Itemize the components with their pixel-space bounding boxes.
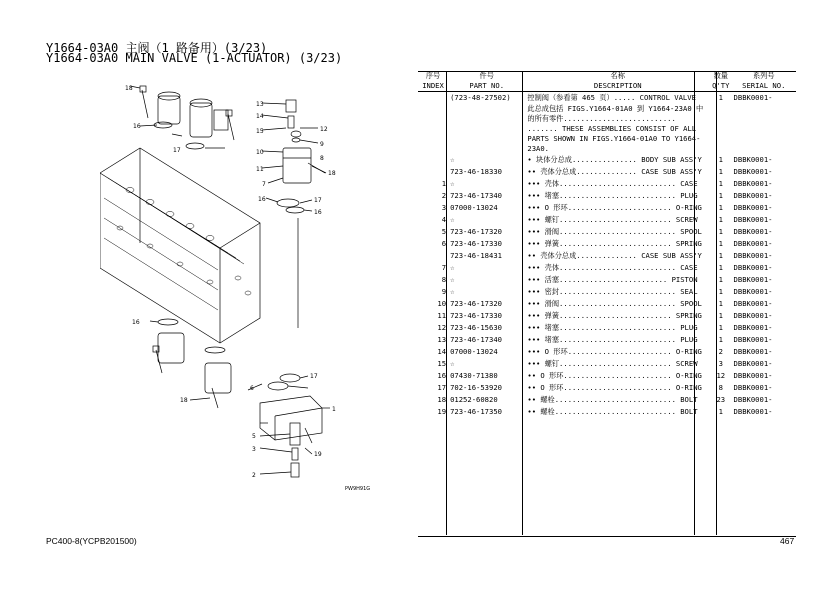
row-quantity: 8 (718, 383, 723, 392)
row-part-number (448, 104, 525, 124)
row-index: 6 (441, 239, 447, 248)
row-index: 12 (437, 323, 447, 332)
row-index: 8 (441, 275, 447, 284)
row-part-number: ☆ (450, 359, 455, 368)
row-serial: DBBK0001- (733, 227, 773, 236)
row-description: ••• 活塞......................... PISTON (527, 275, 698, 284)
row-quantity: 1 (718, 323, 723, 332)
row-index (418, 104, 448, 124)
row-serial: DBBK0001- (733, 191, 773, 200)
row-part-number: ☆ (450, 179, 455, 188)
table-row (418, 166, 796, 178)
callout-6: 6 (250, 385, 254, 392)
callout-5: 5 (252, 433, 256, 440)
parts-table (418, 71, 796, 418)
row-part-number: 01252-60820 (450, 395, 498, 404)
row-index (418, 92, 448, 105)
row-serial: DBBK0001- (733, 383, 773, 392)
callout-8: 8 (320, 155, 324, 162)
row-quantity: 1 (718, 93, 723, 102)
row-description: •• 螺栓............................ BOLT (527, 407, 698, 416)
row-description: ....... THESE ASSEMBLIES CONSIST OF ALL PARTS SHOWN IN FIGS.Y1664-01A0 TO Y1664-23A0. (527, 124, 701, 153)
row-description: •• 螺栓............................ BOLT (527, 395, 698, 404)
row-part-number: 723-46-15630 (450, 323, 502, 332)
row-description: •• 壳体分总成.............. CASE SUB ASS'Y (527, 167, 702, 176)
row-description: •• O 形环......................... O-RING (527, 383, 702, 392)
row-quantity: 1 (718, 227, 723, 236)
table-row (418, 124, 796, 154)
row-part-number: ☆ (450, 155, 455, 164)
table-row (418, 394, 796, 406)
callout-12: 12 (320, 126, 328, 133)
row-serial: DBBK0001- (733, 287, 773, 296)
row-index: 3 (441, 203, 447, 212)
row-quantity: 1 (718, 239, 723, 248)
row-serial: DBBK0001- (733, 299, 773, 308)
row-index (418, 124, 448, 154)
row-serial: DBBK0001- (733, 395, 773, 404)
row-serial: DBBK0001- (733, 93, 773, 102)
row-serial: DBBK0001- (733, 407, 773, 416)
row-description: ••• 滑阀........................... SPOOL (527, 299, 702, 308)
row-quantity: 3 (718, 359, 723, 368)
row-index: 1 (441, 179, 447, 188)
footer-page-number: 467 (780, 536, 795, 546)
row-description: ••• O 形环........................ O-RING (527, 347, 702, 356)
table-row (418, 298, 796, 310)
callout-7: 7 (262, 181, 266, 188)
row-description: ••• 堵塞........................... PLUG (527, 335, 698, 344)
table-row (418, 274, 796, 286)
row-quantity: 1 (718, 215, 723, 224)
table-row (418, 370, 796, 382)
table-row (418, 178, 796, 190)
row-serial (732, 104, 796, 124)
row-part-number: 723-46-17320 (450, 299, 502, 308)
table-row (418, 382, 796, 394)
table-row (418, 190, 796, 202)
row-quantity: 1 (718, 299, 723, 308)
row-index: 4 (441, 215, 447, 224)
row-part-number: 723-46-17320 (450, 227, 502, 236)
callout-16b: 16 (258, 196, 266, 203)
row-part-number: 07000-13024 (450, 203, 498, 212)
page-title-cn: Y1664-03A0 主阀（1 路备用）(3/23) (46, 41, 268, 55)
row-description: ••• 密封........................... SEAL (527, 287, 698, 296)
row-serial (732, 124, 796, 154)
exploded-view-diagram (100, 78, 400, 503)
row-serial: DBBK0001- (733, 311, 773, 320)
table-row (418, 202, 796, 214)
row-serial: DBBK0001- (733, 347, 773, 356)
table-row (418, 238, 796, 250)
row-description: 此总成包括 FIGS.Y1664-01A0 到 Y1664-23A0 中的所有零件.......................... (527, 104, 704, 123)
row-index: 14 (437, 347, 447, 356)
row-quantity: 1 (718, 407, 723, 416)
row-part-number: 723-46-17340 (450, 335, 502, 344)
row-part-number: 723-46-17330 (450, 311, 502, 320)
header-qty: 数量 Q'TY (710, 71, 731, 92)
row-index: 15 (437, 359, 447, 368)
row-serial: DBBK0001- (733, 215, 773, 224)
callout-1: 1 (332, 406, 336, 413)
table-row (418, 322, 796, 334)
row-description: ••• 弹簧.......................... SPRING (527, 239, 702, 248)
row-index: 2 (441, 191, 447, 200)
page-title-en: Y1664-03A0 MAIN VALVE (1-ACTUATOR) (3/23) (46, 51, 343, 65)
row-serial: DBBK0001- (733, 179, 773, 188)
table-row (418, 104, 796, 124)
row-quantity: 12 (716, 371, 726, 380)
callout-18: 18 (125, 85, 133, 92)
header-index: 序号 INDEX (418, 71, 448, 92)
callout-18c: 18 (180, 397, 188, 404)
callout-13: 13 (256, 101, 264, 108)
row-quantity: 1 (718, 155, 723, 164)
table-row (418, 214, 796, 226)
row-description: ••• 堵塞........................... PLUG (527, 323, 698, 332)
row-serial: DBBK0001- (733, 155, 773, 164)
row-part-number: ☆ (450, 275, 455, 284)
diagram-code: PW9H91G (345, 486, 371, 492)
callout-17b: 17 (314, 197, 322, 204)
row-index (418, 250, 448, 262)
row-serial: DBBK0001- (733, 251, 773, 260)
callout-17: 17 (173, 147, 181, 154)
callout-16c: 16 (314, 209, 322, 216)
row-description: ••• 弹簧.......................... SPRING (527, 311, 702, 320)
row-part-number: ☆ (450, 215, 455, 224)
row-part-number: ☆ (450, 287, 455, 296)
row-index (418, 166, 448, 178)
row-description: ••• 壳体........................... CASE (527, 263, 698, 272)
row-description: •• 壳体分总成.............. CASE SUB ASS'Y (527, 251, 702, 260)
callout-16d: 16 (132, 319, 140, 326)
row-quantity: 2 (718, 347, 723, 356)
row-quantity: 1 (718, 335, 723, 344)
row-index: 5 (441, 227, 447, 236)
row-serial: DBBK0001- (733, 203, 773, 212)
row-part-number: 723-46-17340 (450, 191, 502, 200)
row-part-number: ☆ (450, 263, 455, 272)
row-part-number: 07000-13024 (450, 347, 498, 356)
row-index: 19 (437, 407, 447, 416)
row-part-number (448, 124, 525, 154)
row-index: 17 (437, 383, 447, 392)
row-quantity: 1 (718, 251, 723, 260)
row-part-number: 702-16-53920 (450, 383, 502, 392)
table-row (418, 310, 796, 322)
row-quantity: 1 (718, 287, 723, 296)
row-part-number: (723-48-27502) (450, 93, 511, 102)
row-serial: DBBK0001- (733, 275, 773, 284)
row-part-number: 723-46-18330 (450, 167, 502, 176)
row-serial: DBBK0001- (733, 323, 773, 332)
header-desc: 名称 DESCRIPTION (525, 71, 710, 92)
callout-18b: 18 (328, 170, 336, 177)
table-row (418, 226, 796, 238)
row-index: 10 (437, 299, 447, 308)
row-description: ••• 壳体........................... CASE (527, 179, 698, 188)
row-part-number: 723-46-17330 (450, 239, 502, 248)
table-row (418, 346, 796, 358)
row-serial: DBBK0001- (733, 371, 773, 380)
row-description: • 块体分总成............... BODY SUB ASS'Y (527, 155, 702, 164)
callout-3: 3 (252, 446, 256, 453)
callout-16: 16 (133, 123, 141, 130)
row-quantity: 1 (718, 191, 723, 200)
row-description: ••• 螺钉.......................... SCREW (527, 215, 698, 224)
row-index: 13 (437, 335, 447, 344)
row-quantity: 23 (716, 395, 726, 404)
row-index: 16 (437, 371, 447, 380)
row-index (418, 154, 448, 166)
row-index: 11 (437, 311, 447, 320)
row-description: •• O 形环......................... O-RING (527, 371, 702, 380)
row-serial: DBBK0001- (733, 335, 773, 344)
row-description: ••• 螺钉.......................... SCREW (527, 359, 698, 368)
row-serial: DBBK0001- (733, 167, 773, 176)
row-description: ••• O 形环........................ O-RING (527, 203, 702, 212)
callout-2: 2 (252, 472, 256, 479)
table-header-row (418, 71, 796, 92)
table-row (418, 250, 796, 262)
row-quantity: 1 (718, 311, 723, 320)
row-quantity: 1 (718, 203, 723, 212)
table-row (418, 334, 796, 346)
callout-15: 15 (256, 128, 264, 135)
table-row (418, 286, 796, 298)
row-description: ••• 滑阀........................... SPOOL (527, 227, 702, 236)
callout-19: 19 (314, 451, 322, 458)
row-part-number: 07430-71380 (450, 371, 498, 380)
table-row (418, 154, 796, 166)
row-quantity: 1 (718, 263, 723, 272)
table-row (418, 406, 796, 418)
row-quantity: 1 (718, 275, 723, 284)
row-serial: DBBK0001- (733, 239, 773, 248)
row-serial: DBBK0001- (733, 359, 773, 368)
footer-model: PC400-8(YCPB201500) (46, 536, 137, 546)
row-part-number: 723-46-17350 (450, 407, 502, 416)
callout-9: 9 (320, 141, 324, 148)
row-quantity: 1 (718, 179, 723, 188)
row-serial: DBBK0001- (733, 263, 773, 272)
table-row (418, 92, 796, 105)
row-description: ••• 堵塞........................... PLUG (527, 191, 698, 200)
callout-10: 10 (256, 149, 264, 156)
row-part-number: 723-46-18431 (450, 251, 502, 260)
row-quantity: 1 (718, 167, 723, 176)
row-index: 7 (441, 263, 447, 272)
callout-17c: 17 (310, 373, 318, 380)
callout-11: 11 (256, 166, 264, 173)
table-row (418, 262, 796, 274)
header-serial: 系列号 SERIAL NO. (732, 71, 796, 92)
callout-14: 14 (256, 113, 264, 120)
row-index: 9 (441, 287, 447, 296)
row-index: 18 (437, 395, 447, 404)
header-part: 件号 PART NO. (448, 71, 525, 92)
table-row (418, 358, 796, 370)
row-quantity (710, 104, 731, 124)
row-description: 控制阀（参看第 465 页）..... CONTROL VALVE (527, 93, 696, 102)
row-quantity (710, 124, 731, 154)
